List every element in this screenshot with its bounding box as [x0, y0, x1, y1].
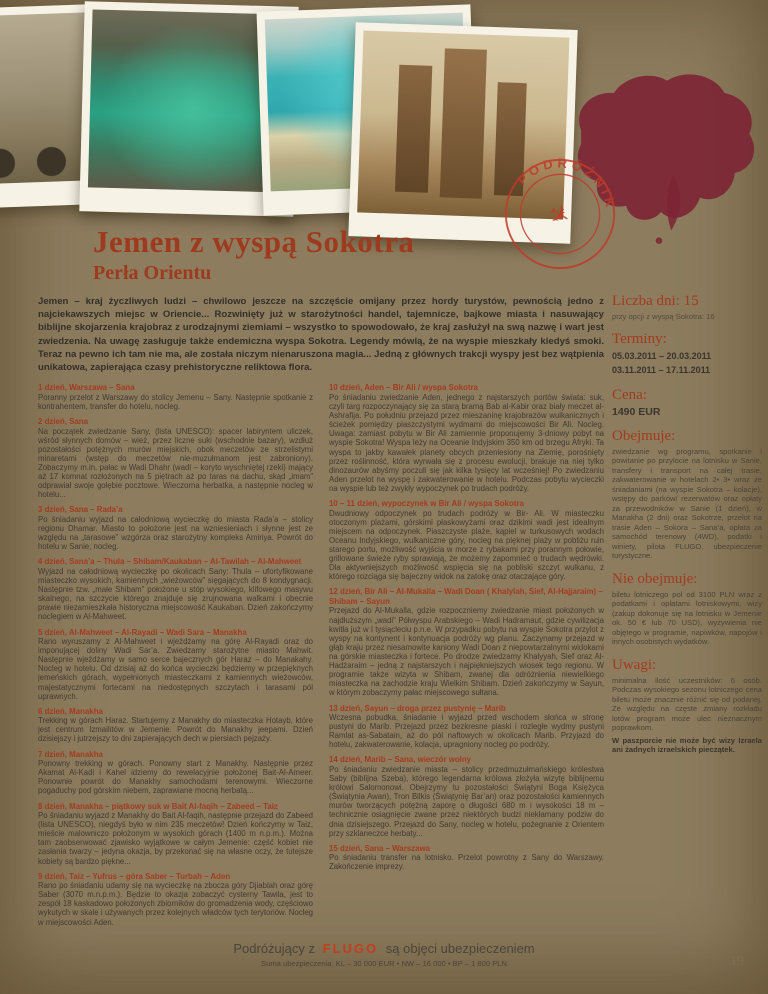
day-entry [38, 628, 313, 701]
day-entry [329, 383, 604, 493]
day-body: Ponowny trekking w górach. Ponowny start z Manakhy. Następnie przez Akamat Al-Kadi i Kahel idziemy do rewelacyjnie położonej Bait-Al-Ameer. Ponownie powrót do Manakhy samochodami terenowymi. Wieczorne pogaduchy pod górskim niebem, zaprawiane mocną herbatą... [38, 759, 313, 796]
includes-text: zwiedzanie wg programu, spotkanie i powitanie po przylocie na lotnisku w Sanie, transfery i transport na całej trasie, zakwaterowanie w hotelach 2• 3• wraz ze śniadaniami (na wyspie Sokotra – kolacje), wstępy do parków/ rezerwatów oraz opłaty za przewodników w Sanie (1 dzień), w Manakha (2 dni) oraz Sokotrze, przelot na trasie Aden – Sokora – Sana’a, opłata za samochód terenowy (4WD), podatki i winiety, pilota FLUGO, ubezpieczenie turystyczne. [612, 447, 762, 561]
day-heading: 14 dzień, Marib – Sana, wieczór wolny [329, 755, 472, 765]
itinerary-right-column [329, 383, 604, 932]
sokotra-dot [656, 237, 663, 244]
day-entry [38, 750, 313, 796]
day-body: Po śniadaniu zwiedzanie Aden, jednego z najstarszych portów świata: suk, czyli targ rozpoczynający się za starą bramą Bab al-Kabir oraz biały meczet al-Ashrafija. Po południu przejazd przez mieszaninę krajobrazów wulkanicznych i ścieżek pomiędzy piaszczystymi wydmami do miejscowości Bir Ali. Nocleg. Uwaga: zamiast pobytu w Bir Ali zamiennie proponujemy 3-dniowy pobyt na wyspie Sokotra! Wyspa leży na Oceanie Indyjskim 350 km od brzegu Afryki. Ta wyspa to jakby kawałek planety obcych przeniesiony na Ziemię, porośnięty przez roślinność, która wyrwała się z procesu ewolucji, brakuje na niej tylko dinozaurów abyśmy poczuli się jak kilka tysięcy lat wcześniej! Po zwiedzaniu Aden przelot na wyspę i zakwaterowanie w hotelu. Podczas pobytu wycieczki na wyspie lub też zwykły wypoczynek po trudach podróży. [329, 392, 604, 493]
includes-heading: Obejmuje: [612, 428, 676, 444]
day-heading: 12 dzień, Bir Ali – Al-Mukalla – Wadi Doan ( Khalylah, Sief, Al-Hajjaraim) – Shibam – Sayun [329, 587, 603, 606]
term-date: 03.11.2011 – 17.11.2011 [612, 364, 711, 375]
day-entry [38, 417, 313, 499]
terms-heading: Terminy: [612, 331, 667, 347]
day-heading: 5 dzień, Al-Mahweet – Al-Rayadi – Wadi Sara – Manakha [38, 627, 247, 637]
day-body: Trekking w górach Haraz. Startujemy z Manakhy do miasteczka Hotayb, które jest centrum Izmailitów w Jemenie. Powrót do Manakhy jeepami. Dzień dzisiejszy i jutrzejszy to dni zapierających dech w piersiach pejzaży. [38, 716, 313, 744]
day-body: Dwudniowy odpoczynek po trudach podróży w Bir- Ali. W miasteczku otoczonym plażami, górskimi płaskowyżami oraz dzikimi wadi jest idealnym miejscem na odpoczynek. Piaszczyste plaże, kąpiel w turkusowych wodach Oceanu Indyjskiego, wulkaniczne góry, nocleg na pięknej plaży w pobliżu ruin starego portu, możliwość wyjścia w morze z rybakami przy porannym połowie, grillowane świeże ryby sprawiają, że możemy zapomnieć o trudach wędrówki. Dla aktywniejszych możliwość wspięcia się na pobliski szczyt wulkanu, z którego rozciąga się bajeczny widok na zatokę oraz otaczające góry. [329, 508, 604, 582]
tower-shape [440, 48, 486, 199]
insurance-sum: Suma ubezpieczenia: KL – 30 000 EUR • NW – 16 000 • BP – 1 800 PLN [261, 959, 507, 968]
day-heading: 10 dzień, Aden – Bir Ali / wyspa Sokotra [329, 383, 478, 393]
day-body: Po śniadaniu transfer na lotnisko. Przelot powrotny z Sany do Warszawy. Zakończenie imprezy. [329, 853, 604, 872]
day-body: Na początek zwiedzanie Sany, (lista UNESCO): spacer labiryntem uliczek, wśród słynnych domów – wież, przez liczne suki (wschodnie bazary), wzdłuż pozostałości potężnych murów miejskich, obok meczetów ze strzelistymi minaretami (wstęp do meczetów nie-muzułmanom jest zabroniony). Zobaczymy m.in. pałac w Wadi Dhahr (wadi – koryto wyschniętej rzeki) mający aż 17 komnat rozłożonych na 5 piętrach aż po taras na dachu, skąd „imam” odprawiał swoje gołębie pocztowe. Wieczorna herbatka, a następnie nocleg w hotelu... [38, 426, 313, 500]
day-entry [329, 499, 604, 581]
days-option: przy opcji z wyspą Sokotra: 16 [612, 312, 715, 321]
excludes-text: biletu lotniczego pol od 3100 PLN wraz z podatkami i opłatami lotniskowymi, wizy (zakup dokonuje się na lotnisku w Jemenie ok. 50 € lub 70 USD), wyżywienia nie objętego w programie, napiwków, napojów i innych osobistych wydatków. [612, 589, 762, 647]
day-entry [38, 505, 313, 551]
insurance-prefix: Podróżujący z [233, 941, 316, 956]
day-heading: 9 dzień, Taiz – Yufrus – góra Saber – Turbah – Aden [38, 871, 231, 881]
day-body: Po śniadaniu wyjazd na całodniową wycieczkę do miasta Rada’a – stolicy regionu Dhamar. Miasto to położone jest na wzniesieniach i słynne jest ze względu na „tarasowe” wzgórza oraz starożytny kompleks Amiriya. Powrót do hotelu w Sanie, nocleg. [38, 514, 313, 552]
notes-text: minimalna ilość uczestników: 6 osób. Podczas wysokiego sezonu lotniczego cena biletu może znacznie różnić się od podanej. Ze względu na częste zmiany rozkładu lotów program może ulec nieznacznym poprawkom. [612, 675, 762, 733]
days-count: Liczba dni: 15 [612, 293, 699, 309]
day-entry [38, 557, 313, 621]
day-body: Rano wyruszamy z Al-Mahweet i wjeżdżamy na górę Al-Rayadi oraz do imponującej doliny Wadi Sar’a. Zwiedzamy starożytne miasto Mahwit. Następnie wjeżdżamy w samo serce bajecznych gór Haraz – do Manakahy. Nocleg w hotelu. Od dzisiaj aż do końca wycieczki będziemy w przepięknych jemeńskich górach, wypełnionych miasteczkami z kamiennych wieżowców, majestatycznymi fortecami na niedostępnych szczytach i tarasami pól uprawnych. [38, 637, 313, 701]
day-entry [329, 704, 604, 750]
itinerary-left-column [38, 383, 313, 932]
day-entry [329, 755, 604, 837]
term-date: 05.03.2011 – 20.03.2011 [612, 351, 712, 361]
itinerary-columns [38, 383, 604, 932]
brand-flugo: FLUGO [322, 941, 379, 956]
insurance-suffix: są objęci ubezpieczeniem [385, 941, 535, 956]
day-entry [38, 383, 313, 411]
day-body: Wyjazd na całodniową wycieczkę po okolicach Sany: Thula – ufortyfikowane miasteczko wysokich, kamiennych „wieżowców” sięgających do 8 kondygnacji. Następnie tzw. „małe Shibam” położone u stóp wysokiego, klifowego masywu skalnego, na szczycie którego znajduje się zrujnowana walkami i obecnie prawie niezamieszkała historyczna miejscowość Kaukaban. Dzień zakończymy noclegiem w Al-Mahweet. [38, 566, 313, 622]
page-number: 19 [730, 954, 744, 969]
day-heading: 3 dzień, Sana – Rada’a [38, 505, 123, 515]
excludes-heading: Nie obejmuje: [612, 570, 698, 587]
tower-shape [395, 64, 432, 192]
stamp-text: PODRÓŻNIK [514, 155, 619, 213]
day-body: Wczesna pobudka, śniadanie i wyjazd przed wschodem słońca w stronę pustyni do Marib. Przejazd przez bezkresne piaski i rozległe wydmy pustyni Ramlat as-Sabatain, aż do pól naftowych w okolicach Marib. Przyjazd do hotelu, zakwaterowanie, kolacja, upragniony nocleg po podróży. [329, 713, 604, 750]
day-entry [38, 707, 313, 744]
day-body: Po śniadaniu zwiedzanie miasta – stolicy przedmuzułmańskiego królestwa Saby (biblijna Szeba), którego legendarna królowa złożyła wizytę biblijnemu królowi Salomonowi. Obejrzymy tu pozostałości Świątyni Boga Księżyca (Świątynia Awan), Tron Bilkis (Świątynię Bar’an) oraz pozostałości kamiennych murów tworzących potężną zaporę o długości 680 m i wysokości 18 m – technicznie osiągnięcie zwane przez niektórych budzi niekłamany podziw do dnia dzisiejszego. Przejazd do Sany, nocleg w hotelu, pożegnanie z Orientem przy szklaneczce herbaty... [329, 764, 604, 838]
passport-note: W paszporcie nie może być wizy Izraela ani żadnych izraelskich pieczątek. [612, 735, 762, 755]
price-heading: Cena: [612, 387, 647, 403]
day-heading: 6 dzień, Manakha [38, 706, 103, 716]
notes-heading: Uwagi: [612, 656, 657, 673]
price-value: 1490 EUR [612, 406, 661, 418]
footer [120, 941, 648, 968]
day-heading: 13 dzień, Sayun – droga przez pustynię – Marib [329, 703, 506, 713]
day-entry [38, 872, 313, 927]
page-title: Jemen z wyspą Sokotra [93, 224, 415, 259]
day-heading: 1 dzień, Warszawa – Sana [38, 383, 135, 393]
day-body: Przejazd do Al-Mukalla, gdzie rozpoczniemy zwiedzanie miast położonych w najdłuższym „wadi” Półwyspu Arabskiego – Wadi Hadramaut, gdzie cywilizacja kwitła już w I tysiącleciu p.n.e. W przypadku pobytu na wyspie Sokotra przylot z wyspy na kontynent i kontynuacja podróży wg planu. Zaczynamy przejazd w głąb kraju przez niesamowite kaniony Wadi Doan z niepowtarzalnymi widokami na górskie miasteczka i fortece. Po drodze zwiedzamy Khalyyah, Sief oraz Al-Hadżaraim – jedną z najstarszych i najpiękniejszych wiosek tego regionu. W programie także wizyta w Shibam, zwanej dla odróżnienia niewielkiego miasteczka na zachodzie kraju Wielkim Shibam. Dzień zakończymy w Sayun, w którym zobaczymy pałac miejscowego sułtana. [329, 606, 604, 698]
day-entry [329, 587, 604, 697]
day-body: Rano po śniadaniu udamy się na wycieczkę na zbocza góry Djiablah oraz górę Saber (3070 m.n.p.m.). Będzie to okazja zobaczyć cysterny Tawila, jest to zespół 18 kaskadowo położonych zbiorników do gromadzenia wody, częściowo wykutych w skale i używanych przez kolejnych władców tych terytoriów. Nocleg w miejscowości Aden. [38, 881, 313, 927]
day-body: Poranny przelot z Warszawy do stolicy Jemenu – Sany. Następnie spotkanie z kontrahentem, transfer do hotelu, nocleg. [38, 392, 313, 411]
day-heading: 7 dzień, Manakha [38, 749, 103, 759]
insurance-line [120, 941, 648, 956]
plane-icon: ✈ [543, 198, 576, 233]
day-heading: 8 dzień, Manakha – piątkowy suk w Bait Al-faqih – Zabeed – Taiz [38, 801, 278, 811]
trip-info-sidebar [612, 293, 762, 755]
day-heading: 4 dzień, Sana’a – Thula – Shibam/Kaukaban – Al-Tawilah – Al-Mahweet [38, 557, 302, 567]
page-subtitle: Perła Orientu [93, 262, 212, 284]
main-content [38, 224, 604, 933]
day-heading: 15 dzień, Sana – Warszawa [329, 843, 431, 853]
day-entry [38, 802, 313, 866]
day-entry [329, 844, 604, 872]
intro-paragraph: Jemen – kraj życzliwych ludzi – chwilowo jeszcze na szczęście omijany przez hordy turystów, pewnością jedno z najciekawszych miejsc w Oriencie... Rozwinięty już w starożytności handel, tajemnicze, bajkowe miasta i nasuwający biblijne skojarzenia krajobraz z urodzajnymi ziemiami – wszystko to spowodowało, że kraj zasłużył na swą nazwę i wart jest zwiedzenia. Na uwagę zasługuje także endemiczna wyspa Sokotra. Legendy mówią, że na wyspie mieszkały kiedyś smoki. Teraz na pewno ich tam nie ma, ale została niczym nienaruszona magia... Jedną z głównych trakcji wyspy jest bez wątpienia unikatowa, zapierająca czasy prehistoryczne reliktowa flora. [38, 296, 604, 374]
day-body: Po śniadaniu wyjazd z Manakhy do Bait Al-faqih, następnie przejazd do Zabeed (lista UNESCO), niegdyś było w nim 235 meczetów! Dzień kończymy w Taiz, mieście malowniczo położonym w wysokich górach (1400 m n.p.m.). Można tam zaobserwować zjawisko wyjątkowe w całym Jemenie: część kobiet nie zasłania twarzy – jedyna okazja, by przekonać się na własne oczy, że tutejsze kobiety są bardzo piękne... [38, 811, 313, 866]
day-heading: 10 – 11 dzień, wypoczynek w Bir Ali / wyspa Sokotra [329, 499, 524, 509]
day-heading: 2 dzień, Sana [38, 417, 88, 427]
terms-list [612, 350, 762, 377]
